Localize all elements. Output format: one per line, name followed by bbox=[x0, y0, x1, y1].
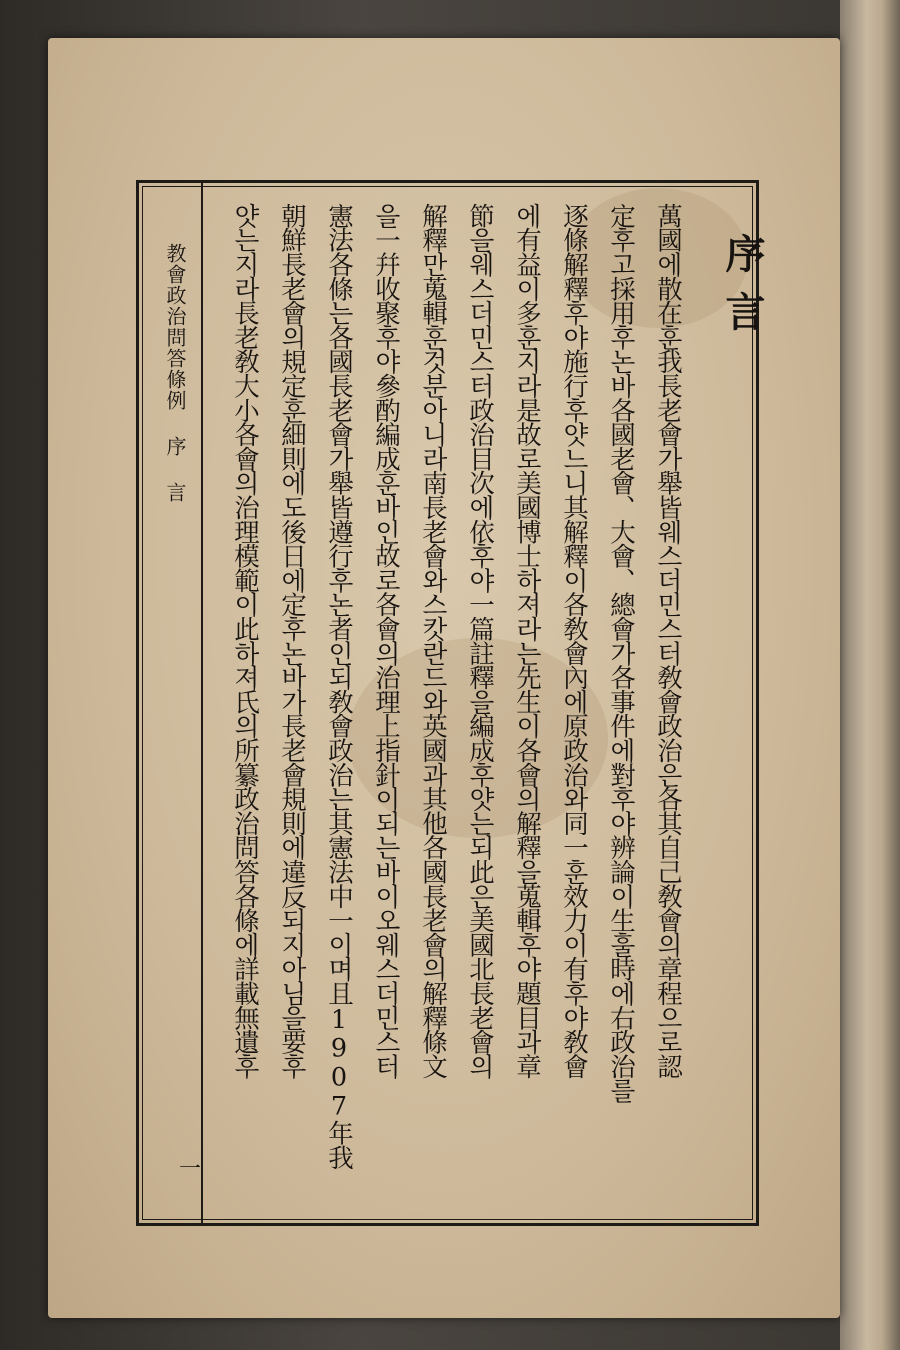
text-column-2: 定후고採用후논바各國老會、大會、總會가各事件에對후야辨論이生훌時에右政治를 bbox=[606, 203, 636, 1103]
next-page-edge bbox=[840, 0, 900, 1350]
text-column-9: 朝鮮長老會의規定훈細則에도後日에定후논바가長老會規則에違反되지아님을要후 bbox=[277, 203, 307, 1078]
margin-divider bbox=[201, 183, 203, 1223]
margin-running-title: 教會政治問答條例 序 言 bbox=[163, 243, 187, 503]
text-column-8: 憲法各條는各國長老會가舉皆遵行후논者인되敎會政治는其憲法中一이며且1907年我 bbox=[324, 203, 354, 1169]
text-column-10: 얏는지라長老敎大小各會의治理模範이此하져氏의所纂政治問答各條에詳載無遺후 bbox=[230, 203, 260, 1078]
text-column-3: 逐條解釋후야施行후얏느니其解釋이各敎會內에原政治와同一훈效力이有후야敎會 bbox=[559, 203, 589, 1078]
text-column-4: 에有益이多훈지라是故로美國博士하져라는先生이各會의解釋을蒐輯후야題目과章 bbox=[512, 203, 542, 1078]
page-number: 一 bbox=[179, 1157, 202, 1182]
text-column-6: 解釋만蒐輯훈것분아니라南長老會와스캇란드와英國과其他各國長老會의解釋條文 bbox=[418, 203, 448, 1078]
text-column-1: 萬國에散在훈我長老會가舉皆웨스더민스터敎會政治은各其自己敎會의章程으로認 bbox=[653, 203, 683, 1078]
text-frame bbox=[136, 180, 766, 1226]
book-page bbox=[48, 38, 840, 1318]
text-column-5: 節을웨스더민스터政治目次에依후야一篇註釋을編成후얏는되此은美國北長老會의 bbox=[465, 203, 495, 1078]
preface-title: 序言 bbox=[719, 233, 766, 349]
text-column-7: 을一幷收聚후야參酌編成훈바인故로各會의治理上指針이되는바이오웨스더민스터 bbox=[371, 203, 401, 1078]
